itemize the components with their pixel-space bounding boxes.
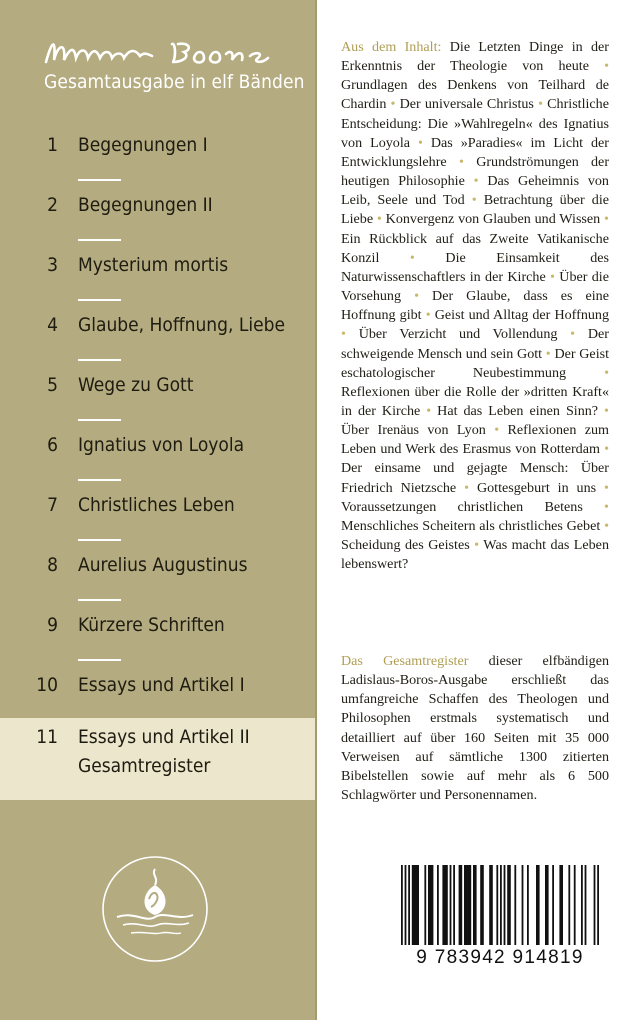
barcode-bar [480,865,484,945]
barcode-bar [428,865,433,945]
volume-divider [78,299,121,301]
volume-title: Essays und Artikel II [78,726,250,748]
barcode-bar [450,865,452,945]
contents-item: Grundströmungen der heutigen Philosophie [341,153,610,190]
bullet-separator: • [604,479,609,496]
isbn-barcode [391,853,606,988]
volume-divider [78,599,121,601]
volume-number: 7 [47,494,58,516]
barcode-bar [489,865,493,945]
bullet-separator: • [538,96,543,113]
volume-title: Begegnungen I [78,134,208,156]
volume-title: Wege zu Gott [78,374,194,396]
volume-divider [78,179,121,181]
volume-title: Glaube, Hoffnung, Liebe [78,314,286,336]
barcode-bar [496,865,498,945]
volume-divider [78,239,121,241]
bullet-separator: • [474,537,480,554]
barcode-digits: 9 783942 914819 [416,947,584,968]
barcode-bar [453,865,455,945]
volume-entry-10 [0,666,315,726]
bullet-separator: • [604,402,609,419]
bullet-separator: • [473,173,479,190]
barcode-bar [473,865,477,945]
bullet-separator: • [545,345,551,362]
volume-divider [78,539,121,541]
volume-number: 6 [47,434,58,456]
volume-title: Christliches Leben [78,494,235,516]
bullet-separator: • [426,402,432,419]
barcode-bar [581,865,583,945]
volume-number: 5 [47,374,58,396]
contents-item: Geist und Alltag der Hoffnung [434,307,610,324]
volume-entry-1 [0,126,315,186]
volume-entry-3 [0,246,315,306]
contents-item: Ein Rückblick auf das Zweite Vatikanische Konzil [341,230,609,266]
publisher-emblem-icon [101,855,209,963]
volume-number: 3 [47,254,58,276]
contents-item: Das Geheimnis von Leib, Seele und Tod [341,173,609,209]
barcode-bar [574,865,576,945]
register-paragraph [341,652,609,805]
volume-number: 11 [36,726,58,748]
bullet-separator: • [494,422,500,439]
barcode-bar [514,865,516,945]
volume-title: Kürzere Schriften [78,614,225,636]
volume-entry-7 [0,486,315,546]
bullet-separator: • [376,211,382,228]
volume-number: 8 [47,554,58,576]
bullet-separator: • [471,192,477,209]
barcode-bar [536,865,540,945]
contents-item: Die Letzten Dinge in der Erkenntnis der Theologie von heute [341,39,610,75]
volume-entry-9 [0,606,315,666]
volume-divider [78,479,121,481]
contents-item: Menschliches Scheitern als christliches Gebet [341,517,601,534]
barcode-bar [408,865,410,945]
contents-item: Der Geist eschatologischer Neubestimmung [341,345,610,381]
bullet-separator: • [458,153,464,170]
volume-title: Ignatius von Loyola [78,434,245,456]
bullet-separator: • [417,134,423,151]
contents-item: Der schweigende Mensch und sein Gott [341,326,609,362]
column-divider [315,0,317,1020]
bullet-separator: • [409,249,415,266]
barcode-bar [464,865,471,945]
volume-number: 10 [36,674,58,696]
contents-item: Was macht das Leben lebenswert? [341,537,609,573]
contents-item: Über die Vorsehung [341,268,609,305]
barcode-bar [405,865,407,945]
contents-item: Der einsame und gejagte Mensch: Über Friedrich Nietzsche [341,460,609,496]
barcode-bar [437,865,439,945]
contents-item: Das »Paradies« im Licht der Entwicklungslehre [341,134,610,170]
bullet-separator: • [341,326,346,343]
volume-entry-6 [0,426,315,486]
volume-divider [78,359,121,361]
bullet-separator: • [390,96,396,113]
volume-title: Aurelius Augustinus [78,554,248,576]
register-text: dieser elfbändigen Ladislaus-Boros-Ausgabe erschließt das umfangreiche Schaffen des Theologen und Philosophen erstmals systematisch und detailliert auf über 160 Seiten mit 35 000 Verweisen auf sämtliche 1300 zitierten Bibelstellen sowie auf mehr als 6 500 Schlagwörter und Personennamen. [341,653,609,804]
volume-divider [78,419,121,421]
volume-divider [78,659,121,661]
bullet-separator: • [570,326,576,343]
barcode-bar [597,865,599,945]
volume-subtitle: Gesamtregister [78,755,211,777]
barcode-bar [412,865,419,945]
barcode-bar [459,865,463,945]
volume-entry-4 [0,306,315,366]
contents-item: Hat das Leben einen Sinn? [437,402,599,419]
contents-item: Der Glaube, dass es eine Hoffnung gibt [341,288,609,324]
bullet-separator: • [604,441,609,458]
contents-paragraph [341,38,609,574]
register-heading: Das Gesamtregister [341,653,469,669]
barcode-bars [401,865,599,949]
volume-entry-2 [0,186,315,246]
contents-item: Konvergenz von Glauben und Wissen [385,211,601,228]
barcode-bar [527,865,529,945]
volume-sidebar [0,0,315,1020]
bullet-separator: • [414,288,419,305]
volume-number: 9 [47,614,58,636]
contents-item: Grundlagen des Denkens von Teilhard de Chardin [341,77,609,113]
contents-item: Über Irenäus von Lyon [341,422,486,439]
barcode-bar [559,865,563,945]
volume-entry-5 [0,366,315,426]
contents-item: Über Verzicht und Vollendung [358,326,558,343]
bullet-separator: • [604,517,609,534]
barcode-bar [507,865,511,945]
contents-item: Der universale Christus [399,96,534,113]
contents-item: Betrachtung über die Liebe [341,192,609,228]
contents-item: Gottesgeburt in uns [476,479,597,496]
volume-entry-11-current [0,718,315,800]
bullet-separator: • [464,479,470,496]
barcode-bar [545,865,549,945]
barcode-bar [504,865,506,945]
bullet-separator: • [425,307,431,324]
contents-item: Die Einsamkeit des Naturwissenschaftlers in der Kirche [341,249,610,285]
barcode-bar [585,865,587,945]
contents-heading: Aus dem Inhalt: [341,39,442,55]
author-signature [44,34,274,68]
barcode-bar [424,865,426,945]
barcode-bar [568,865,570,945]
volume-entry-8 [0,546,315,606]
contents-item: Christliche Entscheidung: Die »Wahlregeln« des Ignatius von Loyola [341,96,609,151]
barcode-bar [522,865,524,945]
contents-item: Reflexionen über die Rolle der »dritten Kraft« in der Kirche [341,383,609,419]
contents-item: Voraussetzungen christlichen Betens [341,498,583,515]
bullet-separator: • [604,211,609,228]
barcode-bar [552,865,554,945]
volume-title: Mysterium mortis [78,254,229,276]
volume-title: Essays und Artikel I [78,674,245,696]
contents-item: Reflexionen zum Leben und Werk des Erasmus von Rotterdam [341,422,609,458]
series-title: Gesamtausgabe in elf Bänden [44,71,305,93]
volume-number: 1 [47,134,58,156]
barcode-bar [442,865,447,945]
bullet-separator: • [550,268,555,285]
barcode-bar [500,865,502,945]
volume-number: 2 [47,194,58,216]
barcode-bar [594,865,596,945]
contents-item: Scheidung des Geistes [341,537,470,554]
bullet-separator: • [604,364,609,381]
barcode-bar [401,865,403,945]
volume-number: 4 [47,314,58,336]
bullet-separator: • [604,498,609,515]
volume-title: Begegnungen II [78,194,213,216]
bullet-separator: • [604,58,609,75]
